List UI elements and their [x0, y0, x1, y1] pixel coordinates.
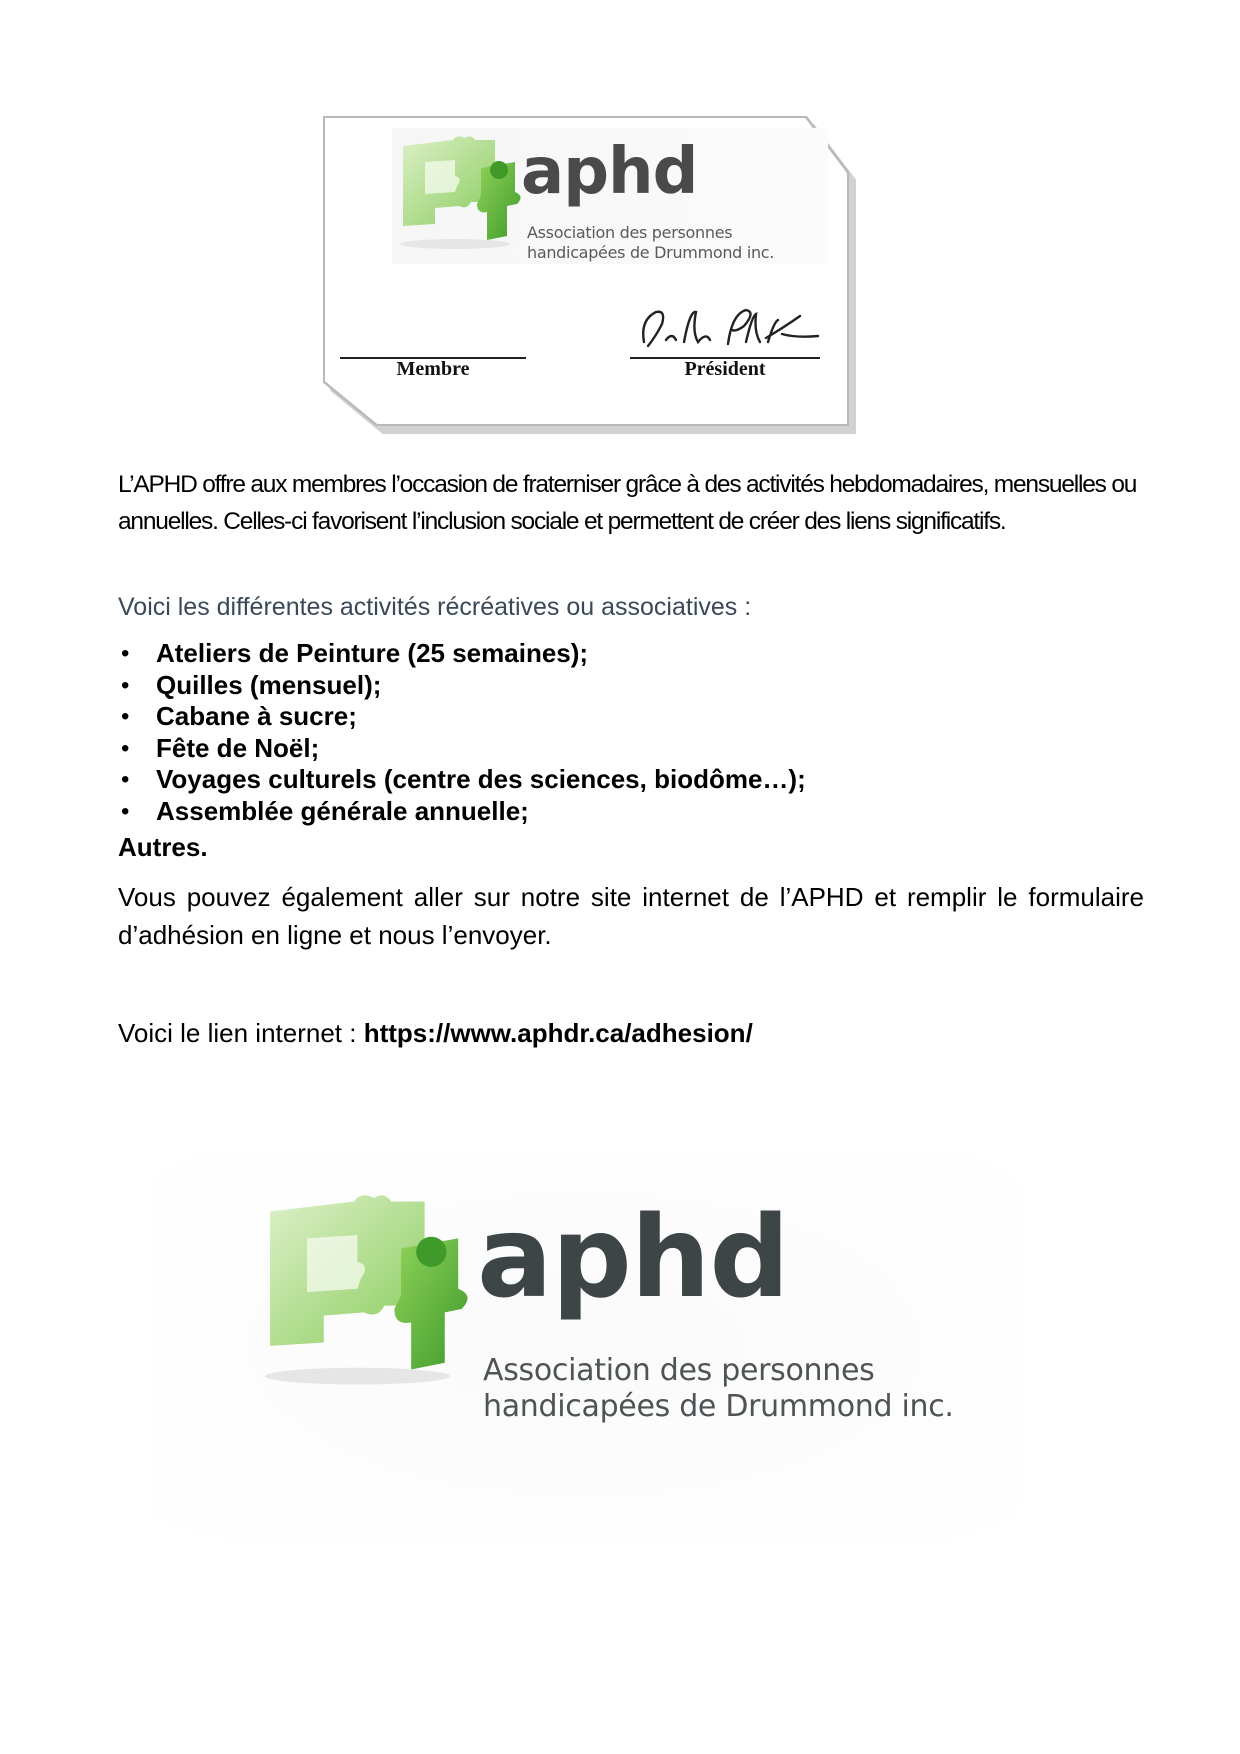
website-paragraph: Vous pouvez également aller sur notre site internet de l’APHD et remplir le formulaire d’adhésion en ligne et nous l’envoyer.	[118, 882, 1144, 950]
card-logo	[395, 132, 825, 262]
list-item-text: Fête de Noël;	[156, 732, 320, 763]
president-signature	[636, 302, 826, 356]
member-label: Membre	[396, 358, 470, 380]
list-item-text: Cabane à sucre;	[156, 701, 357, 731]
activities-lead: Voici les différentes activités récréatives ou associatives :	[118, 593, 752, 621]
logo-subtitle-line2: handicapées de Drummond inc.	[483, 1389, 954, 1424]
activities-list	[118, 638, 1144, 827]
logo-wordmark: aphd	[477, 1193, 789, 1323]
bullet-icon: •	[121, 734, 130, 762]
puzzle-logo-icon	[395, 132, 530, 257]
list-item-text: Ateliers de Peinture (25 semaines);	[156, 638, 589, 668]
list-item-text: Voyages culturels (centre des sciences, biodôme…);	[156, 764, 806, 794]
list-item-text: Quilles (mensuel);	[156, 669, 382, 700]
bullet-icon: •	[121, 640, 130, 667]
logo-subtitle-line2: handicapées de Drummond inc.	[527, 243, 775, 262]
bullet-icon: •	[121, 766, 130, 793]
bullet-icon: •	[121, 671, 130, 699]
big-logo	[255, 1188, 995, 1468]
logo-wordmark: aphd	[521, 135, 698, 209]
list-item	[118, 638, 1144, 670]
logo-subtitle-line1: Association des personnes	[483, 1353, 875, 1388]
logo-subtitle-line1: Association des personnes	[527, 223, 733, 242]
intro-paragraph: L’APHD offre aux membres l’occasion de fraterniser grâce à des activités hebdomadaires, mensuelles ou annuelles. Celles-ci favorisent l’inclusion sociale et permettent de créer des liens significatifs.	[118, 471, 1137, 535]
list-item	[118, 733, 1144, 765]
president-label: Président	[684, 358, 766, 380]
bullet-icon: •	[121, 797, 130, 825]
list-item	[118, 670, 1144, 702]
others-text: Autres.	[118, 832, 208, 862]
bullet-icon: •	[121, 703, 130, 730]
list-item	[118, 764, 1144, 796]
link-line	[118, 1016, 753, 1050]
list-item-text: Assemblée générale annuelle;	[156, 795, 529, 826]
list-item	[118, 701, 1144, 733]
link-prefix: Voici le lien internet :	[118, 1018, 364, 1048]
adhesion-link[interactable]: https://www.aphdr.ca/adhesion/	[363, 1018, 753, 1048]
list-item	[118, 796, 1144, 828]
puzzle-logo-icon	[255, 1188, 485, 1398]
